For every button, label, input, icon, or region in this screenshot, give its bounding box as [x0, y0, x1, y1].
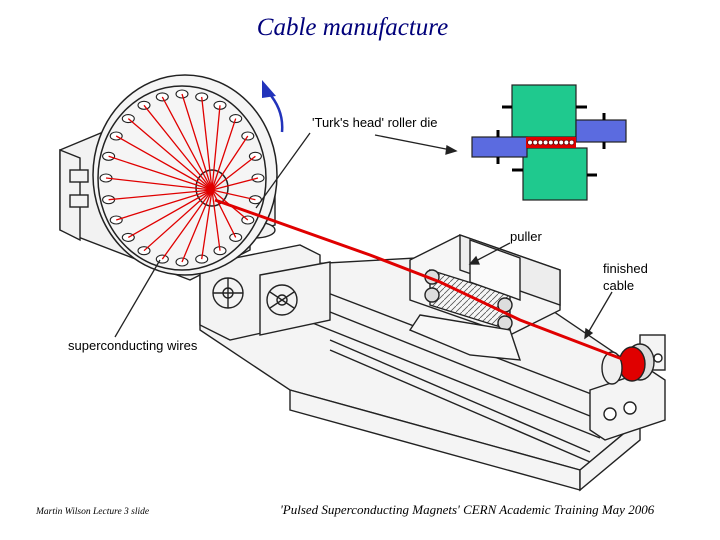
- label-superconducting-wires: superconducting wires: [68, 338, 198, 353]
- cable-strand: [528, 140, 533, 145]
- cable-strand: [533, 140, 538, 145]
- label-finished-cable: finished cable: [603, 261, 648, 293]
- cable-strand: [559, 140, 564, 145]
- label-turks-head: 'Turk's head' roller die: [312, 115, 438, 130]
- footer-lecture: Martin Wilson Lecture 3 slide: [36, 507, 150, 517]
- cable-strand: [548, 140, 553, 145]
- cable-strand: [569, 140, 574, 145]
- cable-strand: [564, 140, 569, 145]
- cable-strand: [554, 140, 559, 145]
- label-puller: puller: [510, 229, 542, 244]
- slide-title: Cable manufacture: [256, 14, 449, 41]
- turks-head-diagram: [472, 85, 626, 200]
- cable-strand: [538, 140, 543, 145]
- footer-course: 'Pulsed Superconducting Magnets' CERN Academic Training May 2006: [280, 502, 655, 517]
- cable-strand: [543, 140, 548, 145]
